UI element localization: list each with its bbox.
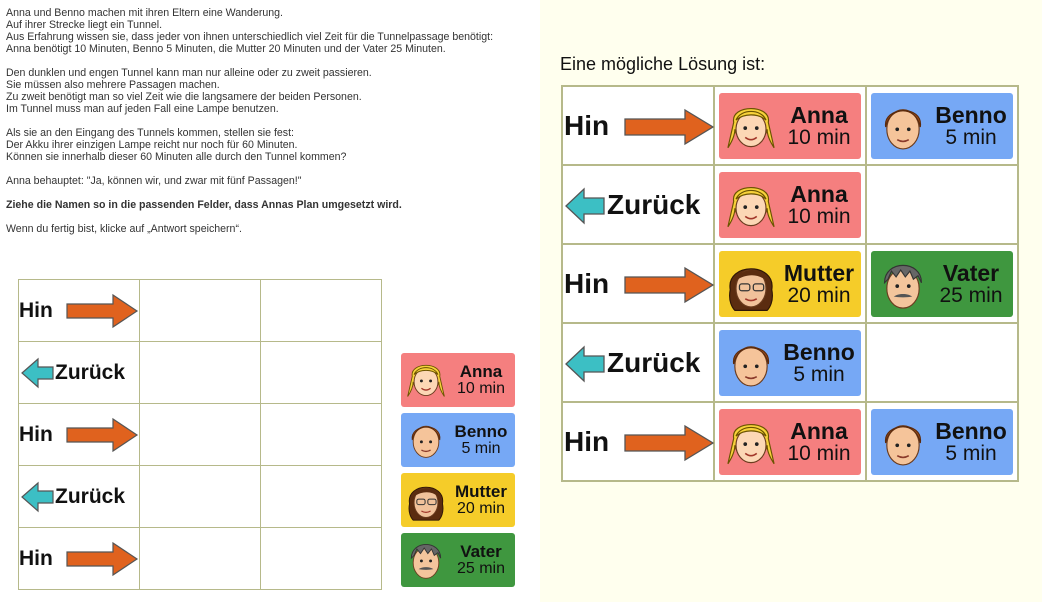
empty-slot [866, 323, 1018, 402]
drop-slot[interactable] [140, 528, 261, 590]
direction-forward [563, 87, 713, 164]
card-time: 10 min [456, 380, 506, 397]
arrow-right-icon [623, 266, 715, 304]
direction-label: Hin [564, 110, 610, 141]
card-time: 5 min [793, 362, 845, 386]
direction-label: Zurück [55, 485, 126, 508]
card-name: Anna [790, 180, 848, 207]
card-name: Benno [783, 338, 855, 365]
solution-title: Eine mögliche Lösung ist: [560, 54, 766, 74]
task-instruction: Ziehe die Namen so in die passenden Felder, dass Annas Plan umgesetzt wird. [6, 199, 402, 211]
girl-face-icon [723, 413, 779, 473]
woman-face-icon [723, 255, 779, 315]
arrow-right-icon [65, 293, 139, 329]
man-face-icon [404, 536, 448, 584]
card-name: Anna [790, 101, 848, 128]
card-anna [719, 409, 861, 475]
direction-label: Zurück [607, 189, 701, 220]
task-claim [6, 175, 534, 187]
drop-slot[interactable] [261, 466, 382, 528]
direction-forward [19, 280, 139, 341]
passage-row [19, 404, 382, 466]
boy-face-icon [875, 413, 931, 473]
card-time: 10 min [787, 125, 851, 149]
card-name: Benno [935, 101, 1007, 128]
card-name: Mutter [455, 482, 507, 501]
solution-row [562, 244, 1018, 323]
direction-forward [563, 245, 713, 322]
direction-label: Zurück [607, 347, 701, 378]
card-time: 10 min [787, 441, 851, 465]
task-line: Anna behauptet: "Ja, können wir, und zwar mit fünf Passagen!" [6, 175, 302, 187]
drop-slot[interactable] [140, 466, 261, 528]
girl-face-icon [404, 356, 448, 404]
man-face-icon [875, 255, 931, 315]
card-anna[interactable] [401, 353, 515, 407]
direction-forward [563, 403, 713, 480]
task-intro [6, 7, 534, 55]
arrow-right-icon [623, 424, 715, 462]
woman-face-icon [404, 476, 448, 524]
direction-back [563, 166, 713, 243]
task-line: Den dunklen und engen Tunnel kann man nur alleine oder zu zweit passieren. [6, 67, 372, 79]
drop-slot[interactable] [261, 342, 382, 404]
girl-face-icon [723, 97, 779, 157]
passage-row [19, 528, 382, 590]
card-time: 25 min [939, 283, 1003, 307]
card-benno [719, 330, 861, 396]
direction-label: Hin [19, 299, 53, 322]
solution-row [562, 323, 1018, 402]
task-line: Anna und Benno machen mit ihren Eltern eine Wanderung. [6, 7, 283, 19]
drop-slot[interactable] [140, 280, 261, 342]
card-time: 25 min [456, 560, 506, 577]
card-benno [871, 93, 1013, 159]
task-line: Im Tunnel muss man auf jeden Fall eine Lampe benutzen. [6, 103, 279, 115]
card-anna [719, 172, 861, 238]
direction-forward [19, 404, 139, 465]
task-line: Können sie innerhalb dieser 60 Minuten alle durch den Tunnel kommen? [6, 151, 347, 163]
card-mutter [719, 251, 861, 317]
arrow-left-icon [564, 187, 606, 225]
task-line: Zu zweit benötigt man so viel Zeit wie die langsamere der beiden Personen. [6, 91, 362, 103]
card-time: 5 min [945, 441, 997, 465]
task-situation [6, 127, 534, 163]
card-mutter[interactable] [401, 473, 515, 527]
task-line: Als sie an den Eingang des Tunnels kommen, stellen sie fest: [6, 127, 294, 139]
card-vater [871, 251, 1013, 317]
direction-label: Hin [564, 268, 610, 299]
arrow-left-icon [20, 481, 54, 513]
boy-face-icon [723, 334, 779, 394]
passage-row [19, 342, 382, 404]
card-name: Anna [790, 417, 848, 444]
card-benno [871, 409, 1013, 475]
direction-back [563, 324, 713, 401]
card-time: 10 min [787, 204, 851, 228]
task-line: Auf ihrer Strecke liegt ein Tunnel. [6, 19, 163, 31]
direction-back [19, 342, 139, 403]
card-name: Anna [459, 362, 503, 381]
task-line: Der Akku ihrer einzigen Lampe reicht nur noch für 60 Minuten. [6, 139, 298, 151]
task-line: Aus Erfahrung wissen sie, dass jeder von ihnen unterschiedlich viel Zeit für die Tunnelpassage benötigt: [6, 31, 494, 43]
card-benno[interactable] [401, 413, 515, 467]
arrow-right-icon [65, 541, 139, 577]
task-description [6, 7, 534, 247]
card-name: Mutter [783, 259, 855, 286]
solution-row [562, 86, 1018, 165]
save-hint: Wenn du fertig bist, klicke auf „Antwort speichern“. [6, 223, 242, 235]
arrow-right-icon [65, 417, 139, 453]
direction-label: Hin [19, 423, 53, 446]
direction-forward [19, 528, 139, 589]
passage-row [19, 466, 382, 528]
direction-label: Zurück [55, 361, 126, 384]
card-time: 5 min [461, 440, 501, 457]
card-time: 5 min [945, 125, 997, 149]
task-line: Sie müssen also mehrere Passagen machen. [6, 79, 220, 91]
drop-slot[interactable] [140, 342, 261, 404]
card-name: Benno [935, 417, 1007, 444]
arrow-left-icon [20, 357, 54, 389]
card-name: Benno [454, 422, 508, 441]
task-line: Anna benötigt 10 Minuten, Benno 5 Minuten, die Mutter 20 Minuten und der Vater 25 Minuten. [6, 43, 446, 55]
direction-label: Hin [19, 547, 53, 570]
arrow-right-icon [623, 108, 715, 146]
solution-grid [561, 85, 1019, 482]
card-vater[interactable] [401, 533, 515, 587]
card-time: 20 min [787, 283, 851, 307]
drop-slot[interactable] [261, 404, 382, 466]
arrow-left-icon [564, 345, 606, 383]
boy-face-icon [404, 416, 448, 464]
card-time: 20 min [456, 500, 506, 517]
drop-slot[interactable] [140, 404, 261, 466]
direction-back [19, 466, 139, 527]
answer-grid [18, 279, 382, 590]
task-rules [6, 67, 534, 115]
direction-label: Hin [564, 426, 610, 457]
boy-face-icon [875, 97, 931, 157]
card-name: Vater [942, 259, 1000, 286]
card-anna [719, 93, 861, 159]
drop-slot[interactable] [261, 528, 382, 590]
empty-slot [866, 165, 1018, 244]
solution-row [562, 165, 1018, 244]
passage-row [19, 280, 382, 342]
card-name: Vater [460, 542, 502, 561]
drop-slot[interactable] [261, 280, 382, 342]
girl-face-icon [723, 176, 779, 236]
solution-row [562, 402, 1018, 481]
